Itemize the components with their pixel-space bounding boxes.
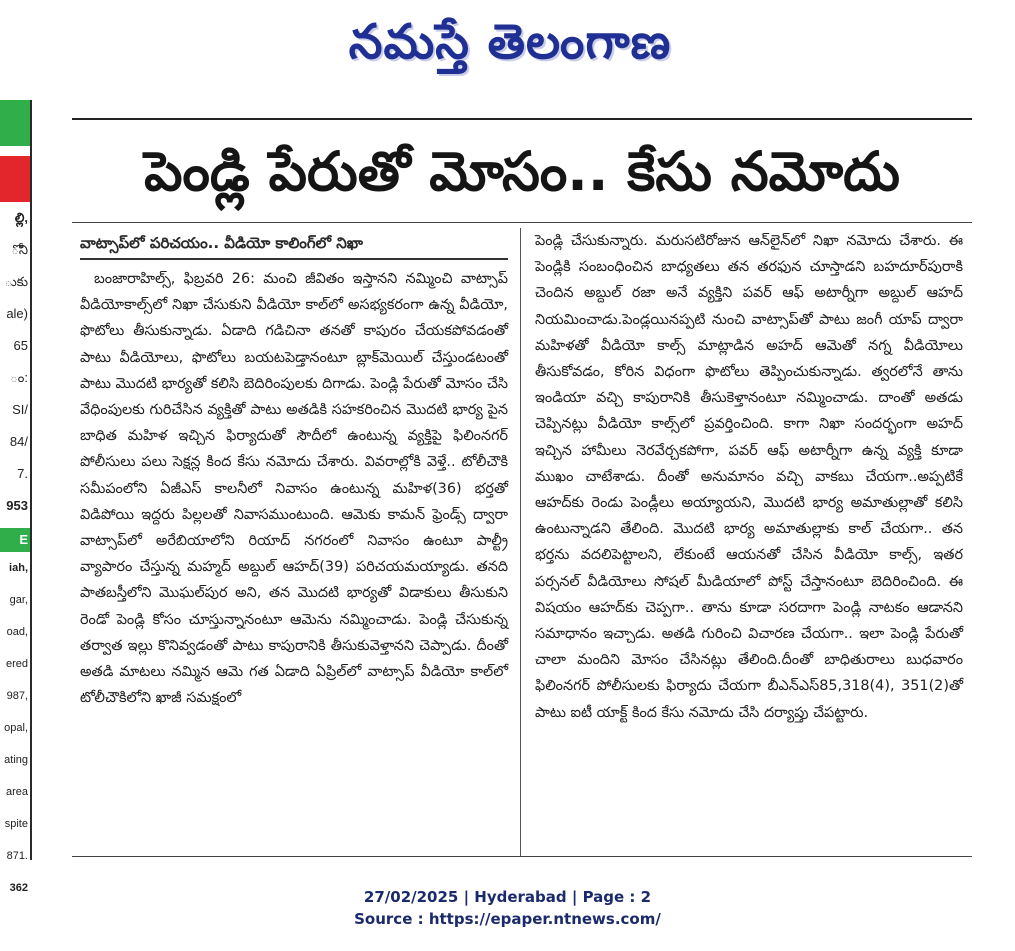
strip-fragment: gar, (9, 594, 28, 606)
footer-date-location-page: 27/02/2025 | Hyderabad | Page : 2 (363, 888, 652, 906)
strip-fragment: 7. (17, 466, 28, 481)
article-subheadline: వాట్సాప్‌లో పరిచయం.. వీడియో కాలింగ్‌లో నిఖా (80, 228, 508, 260)
strip-fragment: ered (5, 658, 28, 670)
red-color-block (0, 156, 30, 202)
strip-fragment: 953 (6, 498, 28, 513)
adjacent-article-strip (0, 100, 32, 894)
strip-fragment: 871. (6, 850, 28, 862)
strip-fragment: iah, (9, 562, 28, 574)
strip-fragment: 84/ (9, 434, 28, 449)
column-2-text: పెండ్లి చేసుకున్నారు. మరుసటిరోజున ఆన్‌లైన్‌లో నిఖా నమోదు చేశారు. ఈ పెండ్లికి సంబంధించిన బాధ్యతలు తన తరఫున చూస్తాడని బహదూర్‌పురాకి చెందిన అబ్దుల్ రజా అనే వ్యక్తిని పవర్ ఆఫ్ అటార్నీగా అబ్దుల్ ఆహద్ నియమించాడు.పెండ్లయినప్పటి నుంచి వాట్సాప్‌తో పాటు జంగీ యాప్ ద్వారా మహిళతో వీడియో కాల్స్ మాట్లాడిన అహద్ ఆమెతో నగ్న వీడియోలు తీసుకోవడం, కోరిన విధంగా ఫొటోలు తెప్పించుకున్నాడు. త్వరలోనే తాను ఇండియా వచ్చి కాపురానికి తీసుకెళ్తానంటూ నమ్మించాడు. దాంతో అతడు చెప్పినట్లు వీడియో కాల్స్‌లో ప్రవర్తించింది. కాగా నిఖా సందర్భంగా అహద్ ఇచ్చిన హామీలు నెరవేర్చకపోగా, పవర్ ఆఫ్ అటార్నీగా ఉన్న వ్యక్తి కూడా ముఖం చాటేశాడు. దీంతో అనుమానం వచ్చి వాకబు చేయగా..అప్పటికే ఆహద్‌కు రెండు పెండ్లీలు అయ్యాయని, మొదటి భార్య అమాతుల్లాతో కలిసి ఉంటున్నాడని తేలింది. మొదటి భార్య అమాతుల్లాకు కాల్ చేయగా.. తన భర్తను వదలిపెట్టాలని, లేకుంటే ఆయనతో చేసిన వీడియో కాల్స్, ఇతర పర్సనల్ వీడియోలు సోషల్ మీడియాలో పోస్ట్ చేస్తానంటూ బెదిరించింది. ఈ విషయం ఆహద్‌కు చెప్పగా.. తాను కూడా సరదాగా పెండ్లి నాటకం ఆడానని సమాధానం ఇచ్చాడు. అతడి గురించి విచారణ చేయగా.. ఇలా పెండ్లి పేరుతో చాలా మందిని మోసం చేసినట్లు తేలింది.దీంతో బాధితురాలు బుధవారం ఫిలింనగర్ పోలీసులకు ఫిర్యాదు చేయగా బీఎన్ఎస్85,318(4), 351(2)తో పాటు ఐటీ యాక్ట్ కింద కేసు నమోదు చేసి దర్యాప్తు చేపట్టారు. (535, 233, 963, 721)
column-divider (520, 228, 521, 856)
strip-fragment: ating (4, 754, 28, 766)
strip-fragment: E (19, 532, 28, 547)
green-color-block (0, 100, 30, 146)
strip-fragment: spite (4, 818, 28, 830)
strip-fragment: oad, (6, 626, 28, 638)
strip-fragment: ల్లి, (14, 210, 28, 225)
strip-fragment: opal, (4, 722, 28, 734)
column-1-text: బంజారాహిల్స్, ఫిబ్రవరి 26: మంచి జీవితం ఇస్తానని నమ్మించి వాట్సాప్ వీడియోకాల్స్‌లో నిఖా చేసుకుని వీడియో కాల్‌లో అసభ్యకరంగా ఉన్న వీడియో, ఫొటోలు తీసుకున్నాడు. ఏడాది గడిచినా తనతో కాపురం చేయకపోవడంతో పాటు వీడియోలు, ఫొటోలు బయటపెడ్తానంటూ బ్లాక్‌మెయిల్ చేస్తుండటంతో పాటు మొదటి భార్యతో కలిసి బెదిరింపులకు దిగాడు. పెండ్లి పేరుతో మోసం చేసి వేధింపులకు గురిచేసిన వ్యక్తితో పాటు అతడికి సహకరించిన మొదటి భార్య పైన బాధిత మహిళ ఇచ్చిన ఫిర్యాదుతో సౌదీలో ఉంటున్న వ్యక్తిపై ఫిలింనగర్ పోలీసులు పలు సెక్షన్ల కింద కేసు నమోదు చేశారు. వివరాల్లోకి వెళ్తే.. టోలీచౌకి సమీపంలోని ఏజీఎస్ కాలనీలో నివాసం ఉంటున్న మహిళ(36) భర్తతో విడిపోయి ఇద్దరు పిల్లలతో నివాసముంటుంది. ఆమెకు కామన్ ఫ్రెండ్స్ ద్వారా వాట్సాప్‌లో అరేబియాలోని రియాద్ నగరంలో నివాసం ఉంటూ పాల్ట్రీ వ్యాపారం చేస్తున్న మహ్మద్ అబ్దుల్ ఆహద్(39) పరిచయమయ్యాడు. తనది పాతబస్తీలోని మొఘల్‌పుర అని, తన మొదటి భార్యతో విడాకులు తీసుకుని రెండో పెండ్లి కోసం చూస్తున్నానంటూ ఆమెను నమ్మించాడు. పెండ్లి చేసుకున్న తర్వాత ఇల్లు కొనివ్వడంతో పాటు కాపురానికి తీసుకువెళ్తానని చెప్పాడు. దీంతో అతడి మాటలు నమ్మిన ఆమె గత ఏడాది ఏప్రిల్‌లో వాట్సాప్ వీడియో కాల్‌లో టోలీచౌకిలోని ఖాజీ సమక్షంలో (80, 271, 508, 707)
strip-fragment: 65 (13, 338, 28, 353)
article-column-1 (80, 228, 508, 711)
strip-fragment: ం: (10, 370, 28, 385)
strip-fragment: 987, (6, 690, 28, 702)
strip-fragment: area (5, 786, 28, 798)
article-headline: పెండ్లి పేరుతో మోసం.. కేసు నమోదు (144, 140, 900, 203)
green-color-bar (0, 528, 30, 552)
footer-source-link[interactable]: Source : https://epaper.ntnews.com/ (354, 910, 661, 928)
strip-fragment: ోని (11, 242, 28, 257)
headline-bottom-rule (72, 222, 972, 223)
strip-fragment: ుకు (4, 274, 28, 289)
strip-fragment: 362 (9, 882, 28, 894)
masthead-title: నమస్తే తెలంగాణ (348, 14, 672, 70)
strip-fragment: SI/ (12, 402, 28, 417)
strip-fragment: ale) (6, 306, 28, 321)
page-footer (0, 886, 1015, 930)
article-bottom-rule (72, 856, 972, 857)
article-column-2 (535, 228, 963, 726)
headline-top-rule (72, 118, 972, 120)
